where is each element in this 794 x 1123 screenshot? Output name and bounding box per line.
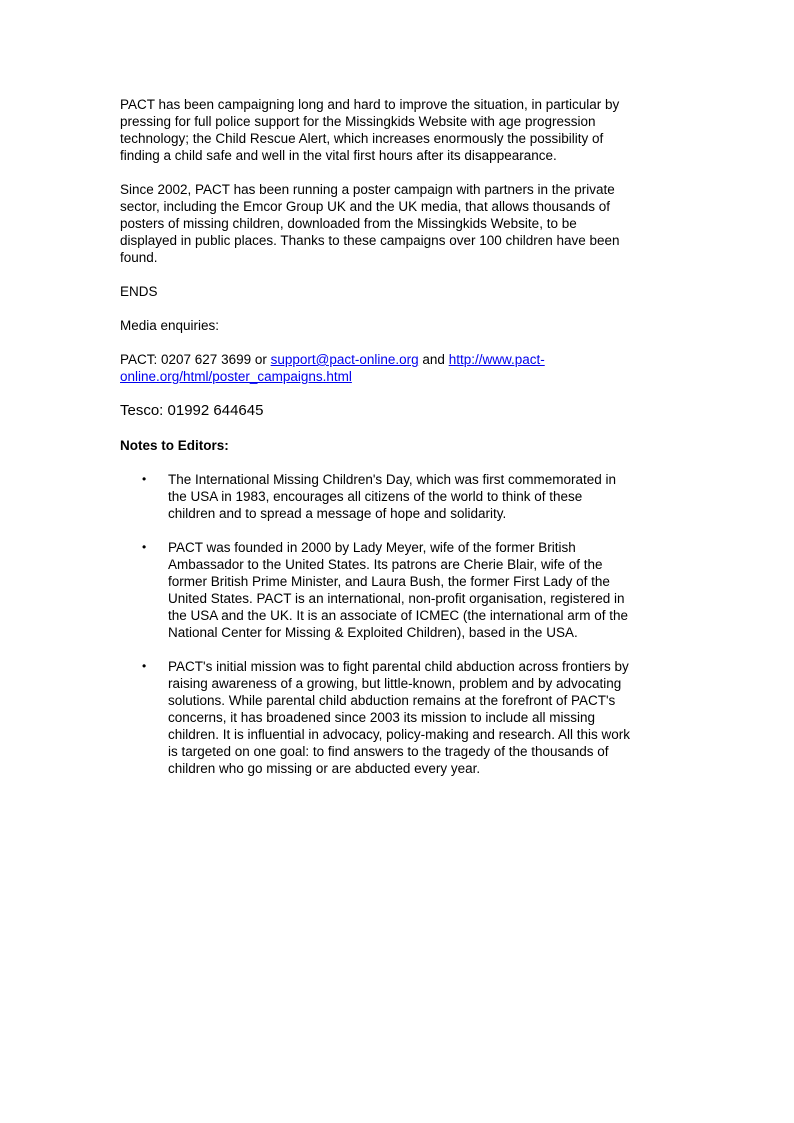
document-page (120, 96, 680, 794)
tesco-contact: Tesco: 01992 644645 (120, 402, 264, 419)
note-text-pact-founded: PACT was founded in 2000 by Lady Meyer, wife of the former British Ambassador to the United States. Its patrons are Cherie Blair, wife of the former British Prime Minister, and Laura Bush, the former First Lady of the United States. PACT is an international, non-profit organisation, registered in the USA and the UK. It is an associate of ICMEC (the international arm of the National Center for Missing & Exploited Children), based in the USA. (168, 540, 628, 640)
support-email-link[interactable]: support@pact-online.org (270, 352, 419, 367)
paragraph-campaign: PACT has been campaigning long and hard to improve the situation, in particular by pressing for full police support for the Missingkids Website with age progression technology; the Child Rescue Alert, which increases enormously the possibility of finding a child safe and well in the vital first hours after its disappearance. (120, 97, 620, 163)
contact-line (120, 351, 680, 385)
and-text: and (418, 352, 449, 367)
ends-marker: ENDS (120, 284, 158, 299)
pact-phone-text: PACT: 0207 627 3699 or (120, 352, 271, 367)
note-text-missing-childrens-day: The International Missing Children's Day, which was first commemorated in the USA in 1983, encourages all citizens of the world to think of these children and to spread a message of hope and solidarity. (168, 472, 616, 521)
poster-campaigns-link-part2[interactable]: online.org/html/poster_campaigns.html (120, 369, 352, 384)
bullet-icon: • (142, 472, 147, 486)
notes-list-item (120, 539, 676, 641)
media-enquiries-label: Media enquiries: (120, 318, 220, 333)
notes-list-item (120, 658, 676, 777)
notes-list-item (120, 471, 676, 522)
notes-list (120, 471, 680, 777)
note-text-pact-mission: PACT's initial mission was to fight parental child abduction across frontiers by raising awareness of a growing, but little-known, problem and by advocating solutions. While parental child abduction remains at the forefront of PACT's concerns, it has broadened since 2003 its mission to include all missing children. It is influential in advocacy, policy-making and research. All this work is targeted on one goal: to find answers to the tragedy of the thousands of children who go missing or are abducted every year. (168, 659, 630, 776)
bullet-icon: • (142, 540, 147, 554)
bullet-icon: • (142, 659, 147, 673)
poster-campaigns-link-part1[interactable]: http://www.pact- (448, 352, 545, 367)
notes-to-editors-heading: Notes to Editors: (120, 438, 229, 453)
paragraph-posters: Since 2002, PACT has been running a poster campaign with partners in the private sector, including the Emcor Group UK and the UK media, that allows thousands of posters of missing children, downloaded from the Missingkids Website, to be displayed in public places. Thanks to these campaigns over 100 children have been found. (120, 182, 620, 265)
